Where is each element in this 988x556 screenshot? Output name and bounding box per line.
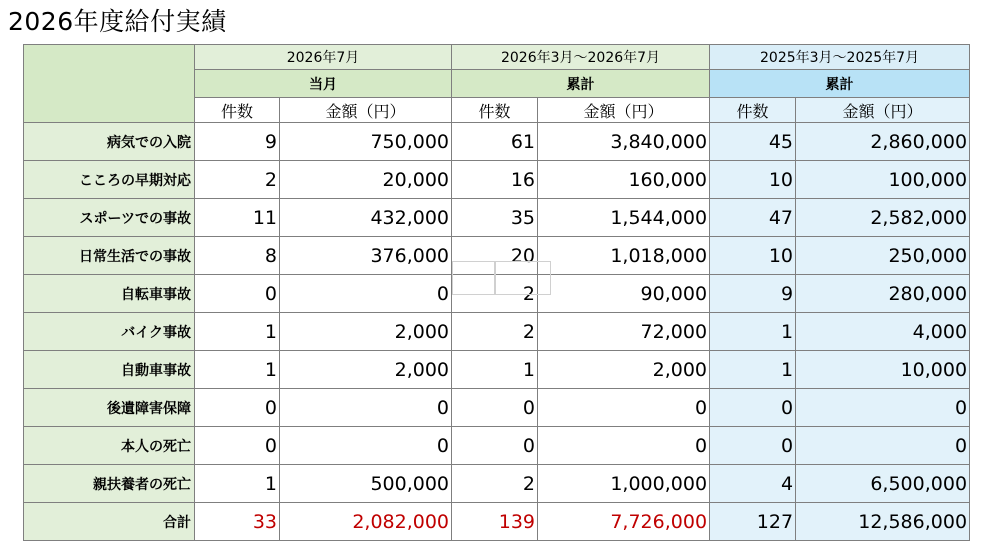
- cell-count: 9: [710, 275, 796, 313]
- period-header-last-year: 2025年3月～2025年7月: [710, 45, 970, 70]
- cell-count: 2: [195, 161, 280, 199]
- cell-amount: 4,000: [796, 313, 970, 351]
- cell-amount: 0: [796, 427, 970, 465]
- selection-artifact-box: [494, 261, 551, 295]
- table-row: [24, 199, 970, 237]
- row-label: こころの早期対応: [24, 161, 195, 199]
- cell-amount: 0: [280, 427, 452, 465]
- cell-count: 8: [195, 237, 280, 275]
- cell-count: 1: [710, 351, 796, 389]
- cell-count: 10: [710, 237, 796, 275]
- cell-amount: 10,000: [796, 351, 970, 389]
- cell-count: 10: [710, 161, 796, 199]
- row-label: 後遺障害保障: [24, 389, 195, 427]
- cell-amount: 0: [280, 389, 452, 427]
- cell-count: 2: [452, 313, 538, 351]
- row-label: バイク事故: [24, 313, 195, 351]
- cell-count: 0: [710, 427, 796, 465]
- table-row: [24, 427, 970, 465]
- cell-amount: 0: [538, 427, 710, 465]
- total-count: 33: [195, 503, 280, 541]
- cell-count: 0: [452, 427, 538, 465]
- total-count: 139: [452, 503, 538, 541]
- cell-count: 0: [195, 427, 280, 465]
- page-title: 2026年度給付実績: [8, 7, 227, 36]
- cell-amount: 6,500,000: [796, 465, 970, 503]
- cell-amount: 0: [538, 389, 710, 427]
- sub-header-current-month: 当月: [195, 70, 452, 98]
- cell-amount: 90,000: [538, 275, 710, 313]
- cell-count: 47: [710, 199, 796, 237]
- header-period-row: [24, 45, 970, 70]
- column-header-count: 件数: [452, 98, 538, 123]
- cell-amount: 1,018,000: [538, 237, 710, 275]
- header-corner: [24, 45, 195, 123]
- cell-amount: 500,000: [280, 465, 452, 503]
- sub-header-last-year-cumulative: 累計: [710, 70, 970, 98]
- column-header-amount: 金額（円）: [538, 98, 710, 123]
- cell-count: 0: [710, 389, 796, 427]
- cell-count: 2: [452, 465, 538, 503]
- table-row: [24, 123, 970, 161]
- row-label: スポーツでの事故: [24, 199, 195, 237]
- total-amount: 7,726,000: [538, 503, 710, 541]
- cell-amount: 280,000: [796, 275, 970, 313]
- cell-amount: 20,000: [280, 161, 452, 199]
- cell-amount: 2,000: [280, 313, 452, 351]
- cell-amount: 1,544,000: [538, 199, 710, 237]
- cell-count: 4: [710, 465, 796, 503]
- cell-amount: 0: [796, 389, 970, 427]
- cell-amount: 100,000: [796, 161, 970, 199]
- cell-count: 0: [195, 389, 280, 427]
- selection-artifact-box: [452, 261, 496, 295]
- table-row: [24, 161, 970, 199]
- cell-count: 1: [452, 351, 538, 389]
- cell-amount: 1,000,000: [538, 465, 710, 503]
- column-header-count: 件数: [710, 98, 796, 123]
- cell-amount: 750,000: [280, 123, 452, 161]
- table-row: [24, 389, 970, 427]
- cell-count: 0: [452, 389, 538, 427]
- column-header-amount: 金額（円）: [796, 98, 970, 123]
- cell-count: 9: [195, 123, 280, 161]
- cell-count: 16: [452, 161, 538, 199]
- total-amount: 12,586,000: [796, 503, 970, 541]
- cell-count: 1: [195, 313, 280, 351]
- column-header-count: 件数: [195, 98, 280, 123]
- table-row: [24, 465, 970, 503]
- cell-count: 1: [710, 313, 796, 351]
- cell-count: 0: [195, 275, 280, 313]
- cell-amount: 2,582,000: [796, 199, 970, 237]
- cell-amount: 2,000: [280, 351, 452, 389]
- cell-amount: 376,000: [280, 237, 452, 275]
- cell-amount: 72,000: [538, 313, 710, 351]
- cell-count: 11: [195, 199, 280, 237]
- sub-header-cumulative: 累計: [452, 70, 710, 98]
- period-header-cumulative: 2026年3月～2026年7月: [452, 45, 710, 70]
- cell-count: 1: [195, 351, 280, 389]
- total-label: 合計: [24, 503, 195, 541]
- table-row: [24, 351, 970, 389]
- period-header-current: 2026年7月: [195, 45, 452, 70]
- cell-count: 20: [452, 237, 538, 275]
- cell-count: 2: [452, 275, 538, 313]
- row-label: 親扶養者の死亡: [24, 465, 195, 503]
- cell-amount: 2,860,000: [796, 123, 970, 161]
- cell-count: 45: [710, 123, 796, 161]
- cell-amount: 0: [280, 275, 452, 313]
- total-amount: 2,082,000: [280, 503, 452, 541]
- cell-amount: 3,840,000: [538, 123, 710, 161]
- row-label: 本人の死亡: [24, 427, 195, 465]
- cell-amount: 432,000: [280, 199, 452, 237]
- row-label: 自転車事故: [24, 275, 195, 313]
- cell-amount: 160,000: [538, 161, 710, 199]
- cell-count: 35: [452, 199, 538, 237]
- cell-amount: 2,000: [538, 351, 710, 389]
- total-row: [24, 503, 970, 541]
- row-label: 自動車事故: [24, 351, 195, 389]
- row-label: 日常生活での事故: [24, 237, 195, 275]
- cell-amount: 250,000: [796, 237, 970, 275]
- total-count: 127: [710, 503, 796, 541]
- cell-count: 1: [195, 465, 280, 503]
- column-header-amount: 金額（円）: [280, 98, 452, 123]
- cell-count: 61: [452, 123, 538, 161]
- table-row: [24, 313, 970, 351]
- row-label: 病気での入院: [24, 123, 195, 161]
